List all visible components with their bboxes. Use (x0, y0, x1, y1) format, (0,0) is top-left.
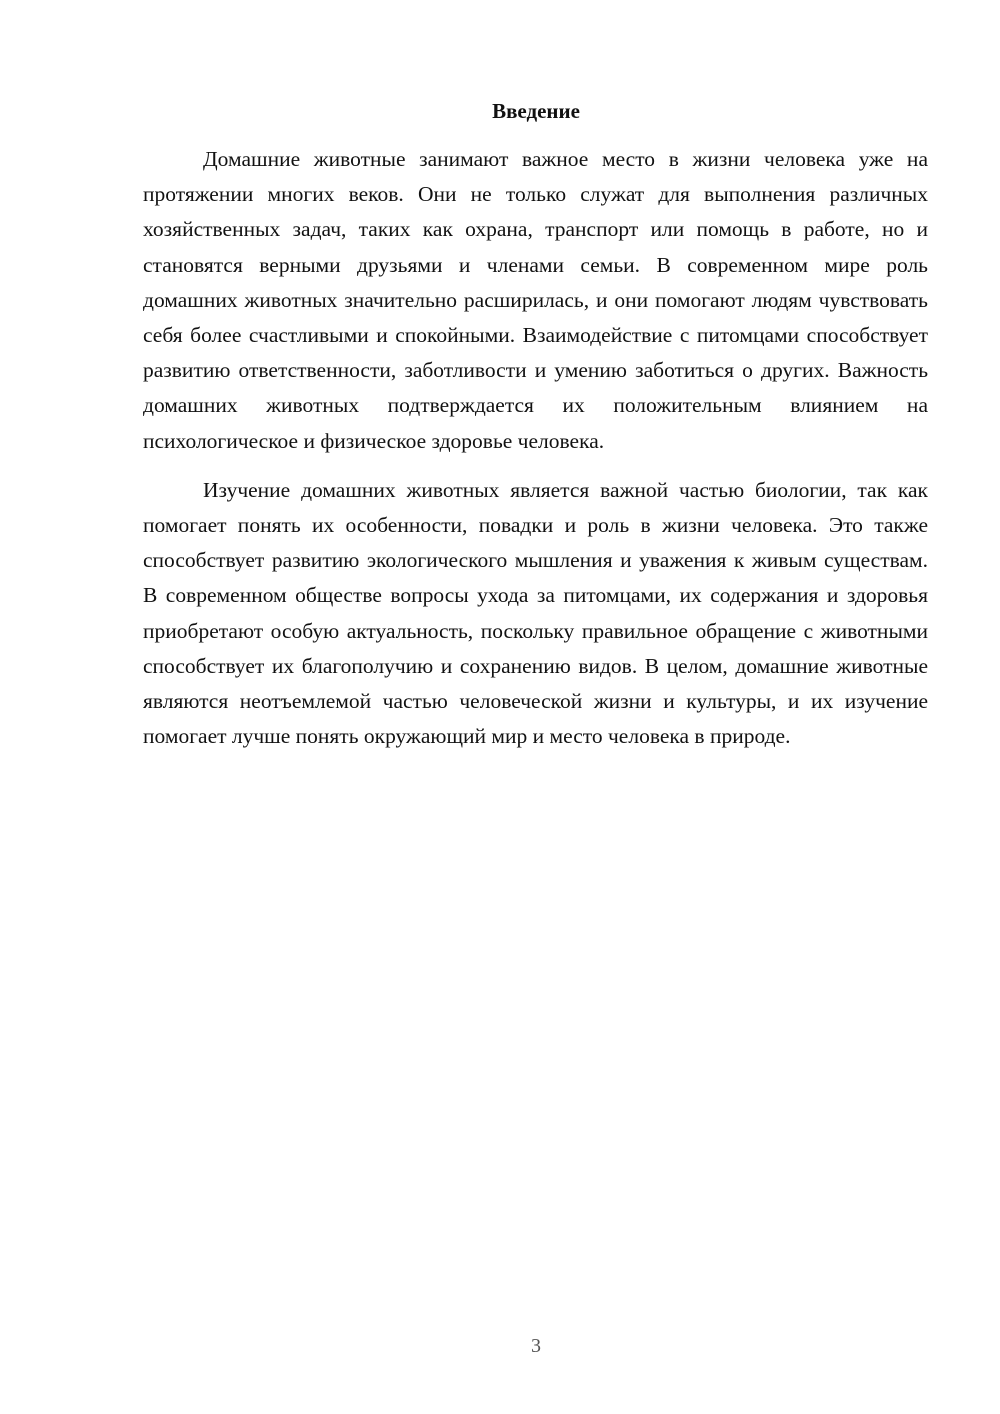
paragraph-1: Домашние животные занимают важное место в жизни человека уже на протяжении многих веков. Они не только служат для выполнения различных хозяйственных задач, таких как охрана, транспорт или помощь в работе, но и становятся верными друзьями и членами семьи. В современном мире роль домашних животных значительно расширилась, и они помогают людям чувствовать себя более счастливыми и спокойными. Взаимодействие с питомцами способствует развитию ответственности, заботливости и умению заботиться о других. Важность домашних животных подтверждается их положительным влиянием на психологическое и физическое здоровье человека. (143, 147, 928, 453)
paragraph-2: Изучение домашних животных является важной частью биологии, так как помогает понять их особенности, повадки и роль в жизни человека. Это также способствует развитию экологического мышления и уважения к живым существам. В современном обществе вопросы ухода за питомцами, их содержания и здоровья приобретают особую актуальность, поскольку правильное обращение с животными способствует их благополучию и сохранению видов. В целом, домашние животные являются неотъемлемой частью человеческой жизни и культуры, и их изучение помогает лучше понять окружающий мир и место человека в природе. (143, 477, 928, 749)
section-heading: Введение (492, 99, 580, 123)
page-number: 3 (531, 1335, 541, 1357)
document-body (143, 142, 928, 754)
